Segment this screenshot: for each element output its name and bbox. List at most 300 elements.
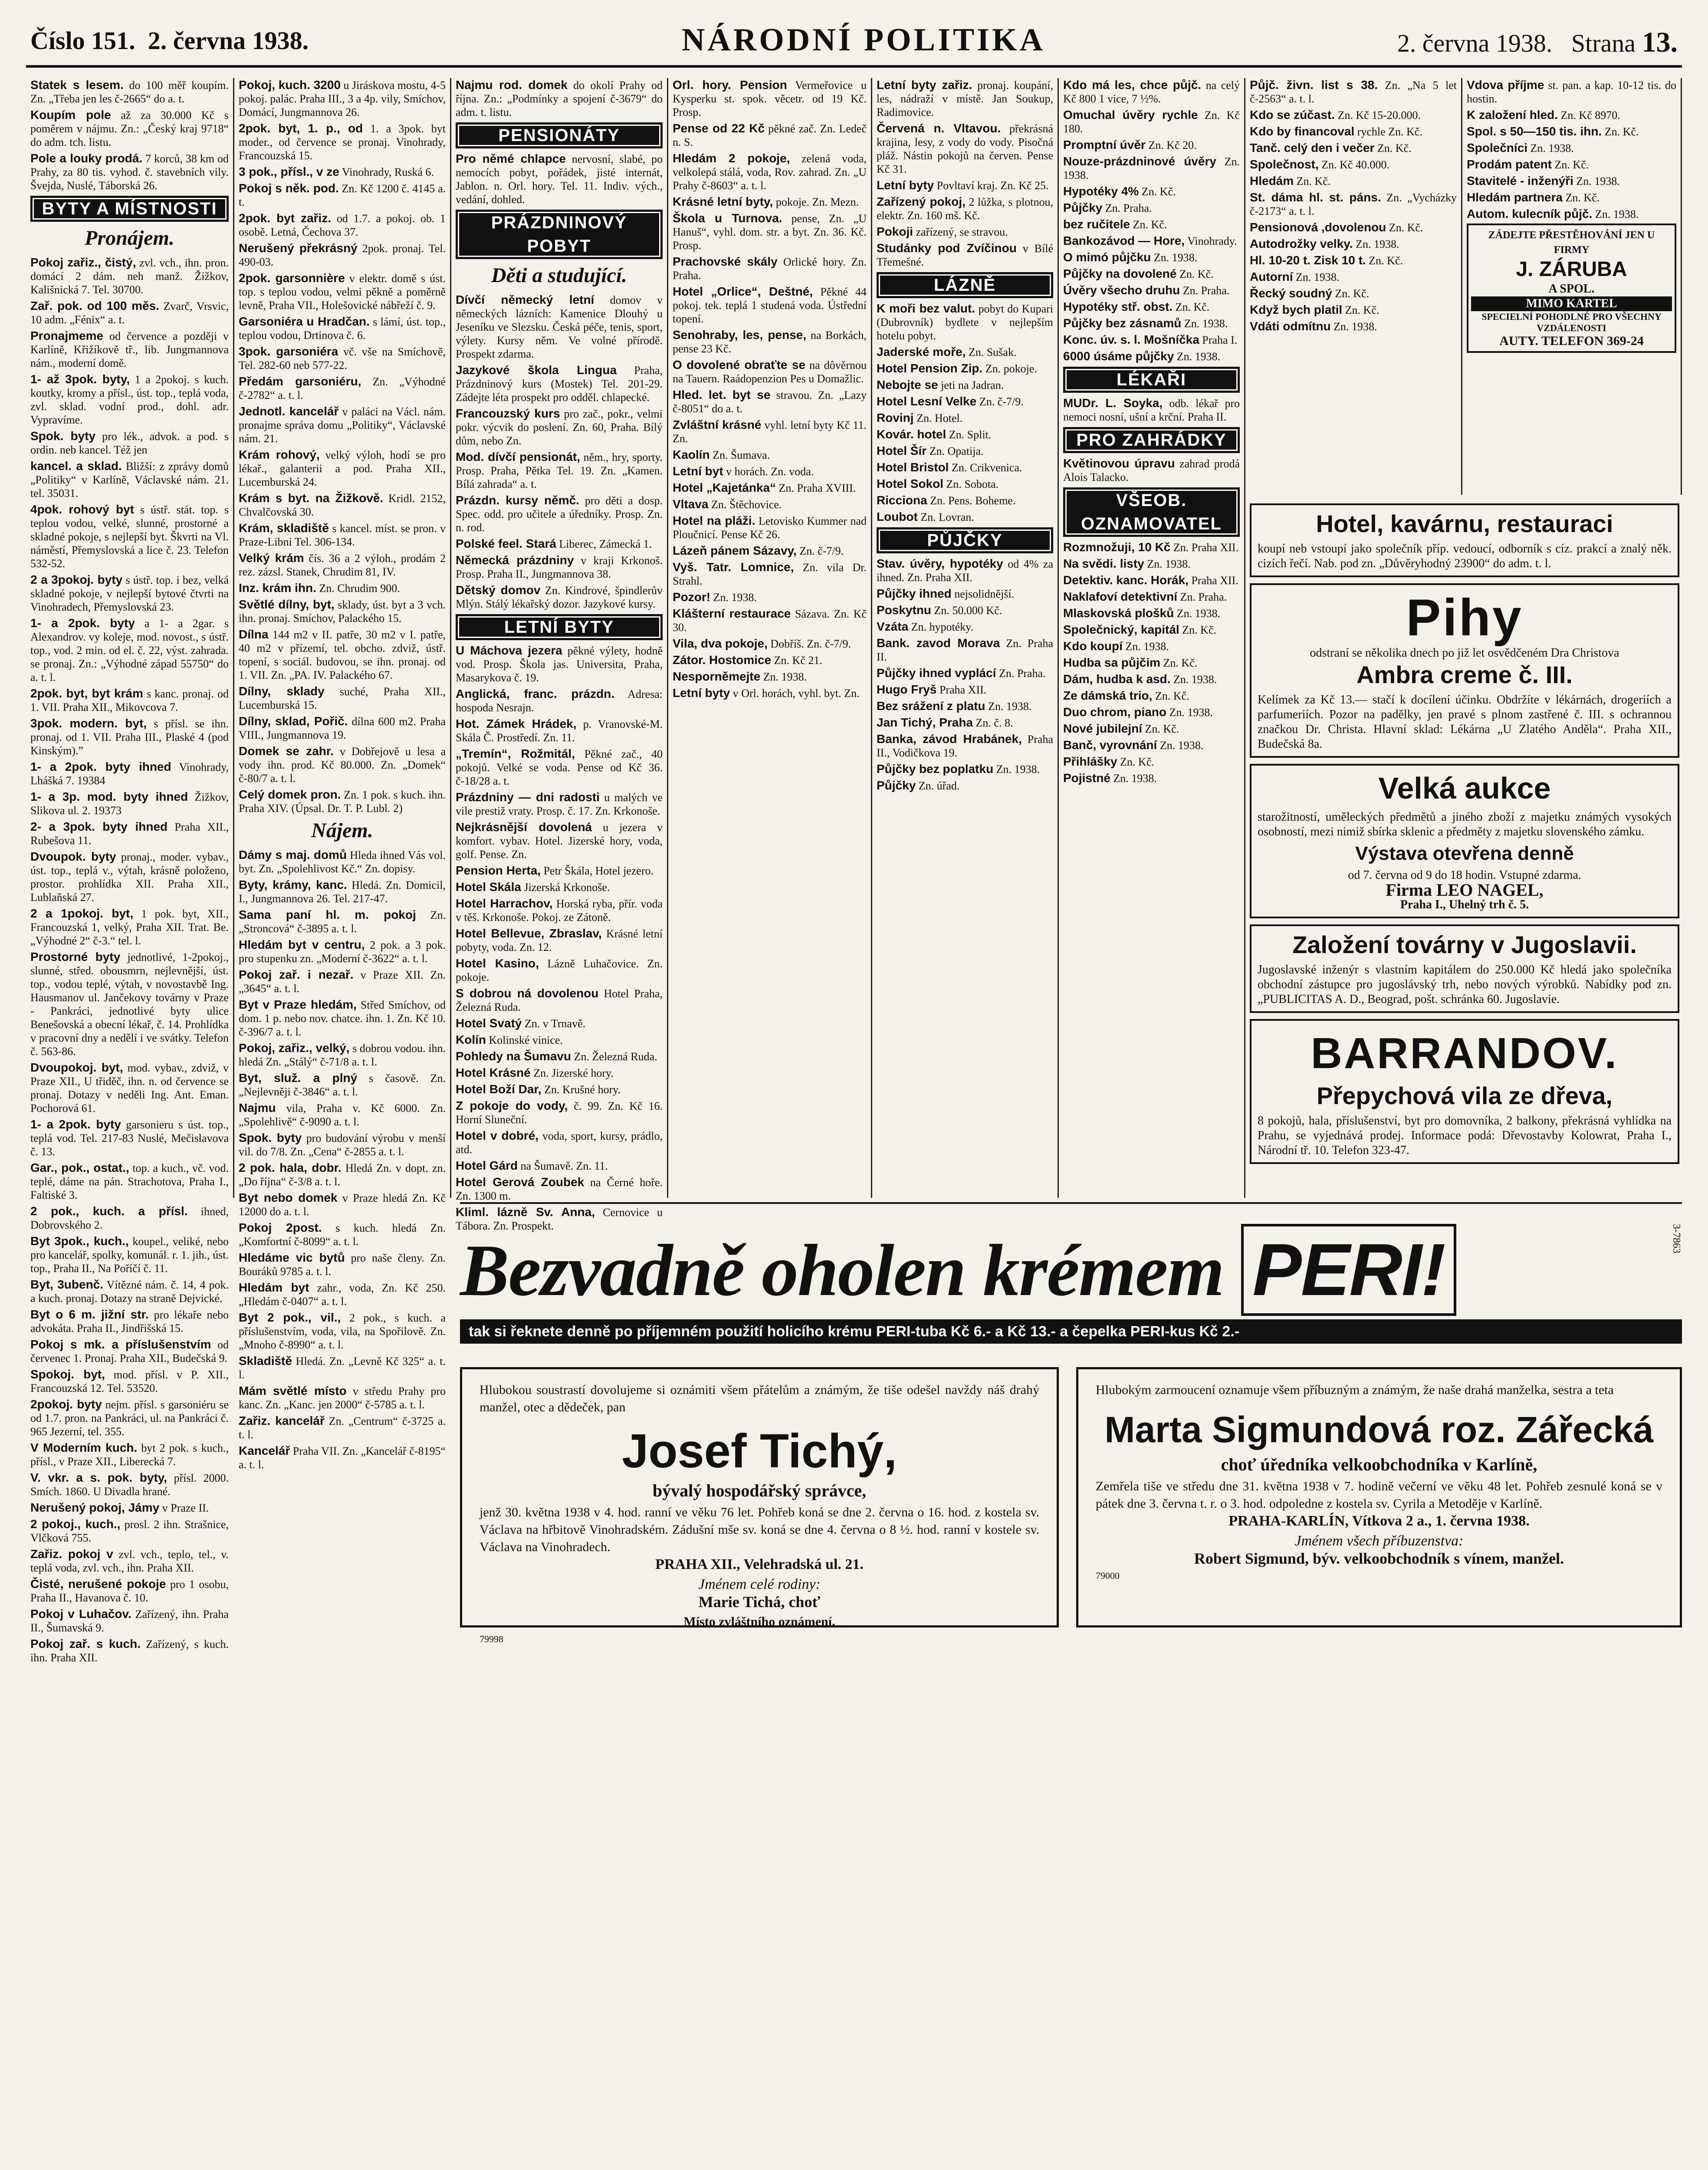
ad-text: Zn. v Trnavě. [525,1017,586,1030]
ad-heading: Letní byty [673,686,730,700]
section-deti: Děti a studující. [491,264,627,287]
ad-text: Zn. 1938. [1334,320,1377,333]
ad-heading: Byt nebo domek [239,1191,338,1204]
ad-heading: Rovinj [877,411,914,424]
ad-heading: Z pokoje do vody, [456,1099,568,1112]
ad-heading: Krám, skladiště [239,521,329,535]
classified-ad [30,1161,229,1202]
classified-ad [456,790,663,818]
classified-ad [239,628,446,682]
obit2-text: Zemřela tiše ve středu dne 31. května 1938 v 7. hodině večerní ve věku 48 let. Pohřeb zesnulé koná se v pátek dne 3. června t. r. o 3. hod. odpoledne z kostela sv. Cyrila a Metoděje v Karlíně. [1096,1479,1662,1511]
ad-heading: Mod. dívčí pensionát, [456,450,580,464]
col6-ads-3 [1063,457,1240,484]
classified-ad [239,521,446,549]
masthead [26,22,1682,65]
ad-text: Zn. Praha XVIII. [778,482,856,494]
ad-text: Zn. Lovran. [920,511,974,523]
ad-text: jeti na Jadran. [941,379,1004,391]
ad-text: Zvarč, Vrsvic, 10 adm. „Fénix“ a. t. [30,300,229,326]
col7-ads [1250,78,1457,333]
ad-heading: Mlaskovská plošků [1063,606,1174,620]
classified-ad [877,557,1053,584]
classified-ad [877,762,1053,776]
classified-ad [239,404,446,445]
ad-heading: Hotel Bellevue, Zbraslav, [456,927,602,940]
aukce-addr: Praha I., Uhelný trh č. 5. [1400,898,1529,911]
aukce-title: Velká aukce [1378,771,1551,805]
classified-ad [30,151,229,192]
classified-ad [877,122,1053,176]
classified-ad [1063,755,1240,769]
ad-text: vč. vše na Smíchově, Tel. 282-60 neb 577-22. [239,345,446,372]
ad-heading: Spok. byty [30,429,96,443]
ad-heading: Půjčky ihned vyplácí [877,666,996,680]
ad-text: Zn. 50.000 Kč. [934,604,1002,617]
ad-heading: Zvláštní krásné [673,418,762,431]
ad-heading: Duo chrom, piano [1063,705,1166,719]
ad-heading: Kaolín [673,448,710,461]
hotel-ad [1250,503,1679,577]
ad-heading: Konc. úv. s. l. Mošníčka [1063,333,1199,346]
classified-ad [239,1131,446,1158]
classified-ad [239,211,446,239]
classified-ad [30,1118,229,1158]
ad-text: Zn. Sušak. [968,346,1017,358]
ad-text: do okolí Prahy od října. Zn.: „Podmínky a spojení č-3679“ do adm. t. listu. [456,79,663,118]
ad-heading: Kdo se zúčast. [1250,108,1335,122]
ad-heading: Skladiště [239,1354,292,1368]
ad-text: Zn. vila Dr. Strahl. [673,561,867,587]
ad-text: Zn. Kč. [1182,624,1216,636]
obit1-intro: Hlubokou soustrastí dovolujeme si oznámiti všem přátelům a známým, že tiše odešel navždy náš drahý manžel, otec a dědeček, pan [480,1383,1039,1414]
classified-ad [1063,316,1240,330]
classified-ad [30,1397,229,1438]
ad-text: Zn. Hotel. [916,412,963,424]
ad-text: Zn. Kč. [1335,287,1370,300]
obit1-name: Josef Tichý, [622,1424,897,1478]
ad-heading: Půjčky [877,779,916,792]
ad-text: s kanc. pronaj. od 1. VII. Praha XII., Mikovcova 7. [30,687,229,713]
ad-heading: Hotel Harrachov, [456,897,553,910]
classified-ad [877,636,1053,664]
classified-ad [1063,606,1240,620]
ad-text: Vítězné nám. č. 14, 4 pok. a kuch. pronaj. Dotazy na straně Dejvické. [30,1279,229,1305]
classified-ad [239,241,446,269]
tovarny-title: Založení továrny v Jugoslavii. [1292,931,1637,958]
ad-heading: Půjčky na dovolené [1063,267,1177,280]
ad-text: pro lék., advok. a pod. s ordin. neb kancel. Též jen [30,430,229,456]
ad-heading: Čisté, nerušené pokoje [30,1577,166,1591]
ad-heading: Autom. kulecník půjč. [1467,207,1593,220]
classified-ad [1063,457,1240,484]
ad-text: na Šumavě. Zn. 11. [520,1160,608,1172]
ad-text: 1. a 3pok. byt moder., od července se pronaj. Vinohrady, Francouzská 15. [239,122,446,162]
classified-ad [673,464,867,478]
ad-text: Zn. „Na 5 let č-2563“ a. t. l. [1250,79,1457,105]
ad-text: Dobříš. Zn. č-7/9. [770,638,851,650]
ad-heading: 2- a 3pok. byty ihned [30,820,168,833]
ad-heading: Půjčky [1063,201,1103,214]
ad-heading: Bank. zavod Morava [877,636,1000,650]
zaruba-mimo: MIMO KARTEL [1471,296,1672,311]
ad-heading: Letní byty [877,178,934,192]
classified-ad [1063,267,1240,281]
ad-heading: Krám s byt. na Žižkově. [239,491,384,505]
ad-text: v horách. Zn. voda. [726,465,814,478]
ad-text: pense, Zn. „U Hanuš“, vyhl. dom. str. a byt. Zn. 36. Kč. Prosp. [673,212,867,252]
classified-ad [1063,283,1240,297]
classified-ad [877,178,1053,192]
ad-heading: Škola u Turnova. [673,211,782,225]
ad-heading: Zařiz. pokoj v [30,1547,113,1561]
classified-ad [239,1444,446,1471]
classified-ad [1063,78,1240,105]
ad-heading: Dvoupokoj. byt, [30,1061,123,1074]
ad-heading: Hotel Krásné [456,1066,531,1079]
ad-text: s ústř. top. i bez, velká skladné pokoje, v nejlepší bytové čtvrti na Vinohradech, Přemyslovská 23. [30,574,229,613]
ad-text: čís. 36 a 2 výloh., prodám 2 rez. zázsl. Stanek, Chrudim 81, IV. [239,552,446,578]
ad-text: od 4% za ihned. Zn. Praha XII. [877,558,1053,584]
ad-text: Zn. 1 pok. s kuch. ihn. Praha XIV. (Úpsal. Dr. T. P. Lubl. 2) [239,789,446,815]
classified-ad [456,450,663,491]
ad-text: Zn. Praha. [1180,591,1227,603]
ad-heading: Spol. s 50—150 tis. ihn. [1467,125,1602,138]
classified-ad [673,195,867,209]
ad-heading: Zátor. Hostomice [673,653,772,667]
ad-heading: Letní byt [673,464,723,478]
ad-text: Zn. 1938. [1595,208,1639,220]
ad-text: Zn. 1938. [1176,350,1221,363]
classified-ad [239,1071,446,1098]
ad-text: Zn. Kč. [1389,221,1423,234]
ad-heading: „Tremín“, Rožmitál, [456,747,575,760]
ad-text: Zn. Kč. [1120,756,1154,768]
ad-text: s lámí, úst. top., teplou vodou, Drtinova č. 6. [239,316,446,342]
classified-ad [877,587,1053,601]
ad-text: v paláci na Václ. nám. pronajme správa domu „Politiky“, Václavské nám. 21. [239,405,446,445]
classified-ad [1250,319,1457,333]
ad-text: vila, Praha v. Kč 6000. Zn. „Spolehlivě“ č-9090 a. t. l. [239,1102,446,1128]
classified-ad [877,683,1053,697]
classified-ad [30,760,229,787]
ad-text: pěkné zač. Zn. Ledeč n. S. [673,122,867,148]
classified-ad [456,1099,663,1126]
ad-heading: Hotel Kasino, [456,957,539,970]
ad-heading: Hotel Gerová Zoubek [456,1175,585,1189]
ad-text: rychle Zn. Kč. [1357,125,1422,138]
classified-ad [239,714,446,742]
ad-text: Hledá. Zn. „Levně Kč 325“ a. t. l. [239,1355,446,1381]
col2-top-ads [239,78,446,815]
classified-ad [456,1175,663,1203]
page-number: 13. [1642,26,1678,58]
classified-ad [673,514,867,541]
ad-heading: S dobrou ná dovolenou [456,986,599,1000]
ad-heading: 3pok. modern. byt, [30,717,147,730]
ad-heading: Pokoj, zařiz., velký, [239,1041,350,1055]
ad-heading: Pension Herta, [456,864,541,877]
section-pujcky: PŮJČKY [877,527,1053,553]
ad-heading: Pokoj s něk. pod. [239,181,339,195]
classified-ad [30,78,229,105]
ad-heading: Vdáti odmítnu [1250,319,1331,333]
ad-text: pěkné výlety, hodně vod. Prosp. Škola jas. Universita, Praha, Masarykova č. 19. [456,644,663,684]
ad-heading: 3 pok., přísl., v ze [239,165,339,178]
ad-heading: 2pok. byt, 1. p., od [239,122,363,135]
section-pro-zahradky: PRO ZAHRÁDKY [1063,427,1240,453]
classified-ad [673,560,867,588]
right-boxed-ads [1250,503,1679,1198]
ad-heading: Dílna [239,628,269,641]
ad-text: v Praze hledá Zn. Kč 12000 do a. t. l. [239,1192,446,1218]
ad-heading: Byt 3pok., kuch., [30,1234,129,1248]
classified-ad [456,293,663,361]
classified-ad [239,848,446,875]
ad-heading: Omuchal úvěry rychle [1063,108,1198,122]
ad-text: Pěkné 44 pokoj. tek. teplá 1 studená voda. Ústřední topení. [673,286,867,325]
ad-text: zahrad prodá Alois Talacko. [1063,457,1240,483]
classified-ad [1063,108,1240,135]
ad-heading: Hotel Lesní Velke [877,395,977,408]
ad-text: na Borkách, pense 23 Kč. [673,329,867,355]
classified-ad [1063,771,1240,785]
ad-text: Zn. „Centrum“ č-3725 a. t. l. [239,1415,446,1441]
ad-heading: Lázeň pánem Sázavy, [673,544,797,557]
ad-text: suché, Praha XII., Lucemburská 15. [239,685,446,711]
ad-heading: Stav. úvěry, hypotéky [877,557,1003,570]
ad-heading: Hugo Fryš [877,683,937,696]
ad-text: Letovisko Kummer nad Ploučnicí. Pense Kč 26. [673,515,867,541]
ad-heading: MUDr. L. Soyka, [1063,396,1163,410]
obit1-addr: PRAHA XII., Velehradská ul. 21. [655,1556,864,1572]
classified-ad [1250,303,1457,317]
ad-text: Kridl. 2152, Chvalčovská 30. [239,492,446,518]
classified-ad [1063,250,1240,264]
classified-ad [1063,590,1240,604]
ad-text: Zn. Kč. [1175,301,1210,313]
ad-heading: O dovolené obraťte se [673,358,806,372]
ad-heading: Vltava [673,497,709,511]
ad-heading: Vila, dva pokoje, [673,637,768,650]
classified-ad [239,1384,446,1411]
classified-ad [877,493,1053,507]
classified-ad [877,345,1053,359]
ad-text: Zn. 1938. [988,700,1032,713]
classified-ad [1250,220,1457,234]
ad-heading: 2pok. garsonnière [239,271,345,285]
classified-ad [1063,557,1240,571]
ad-heading: Celý domek pron. [239,788,341,801]
classified-ad [30,1278,229,1305]
ad-text: Zn. Praha. [1105,202,1152,214]
ad-heading: Hotel Šír [877,444,927,457]
ad-heading: Anglická, franc. prázdn. [456,687,614,700]
ad-heading: K moři bez valut. [877,302,976,315]
ad-text: v elektr. domě s úst. top. s teplou vodou, velmi pěkně a poměrně levně, Praha VII., Holešovické nábřeží č. 9. [239,272,446,312]
ad-heading: Vdova příjme [1467,78,1544,92]
ad-heading: Kolín [456,1033,486,1046]
ad-heading: Hotel Boží Dar, [456,1082,542,1096]
ad-heading: Nerušený pokoj, Jámy [30,1501,160,1514]
ad-text: od 1.7. a pokoj. ob. 1 osobě. Letná, Čechova 37. [239,212,446,238]
classified-ad [1063,722,1240,736]
classified-ad [30,717,229,757]
ad-heading: Hledám byt v centru, [239,938,365,951]
classified-ad [456,820,663,861]
ad-text: Zn. Šumava. [713,449,770,461]
classified-ad [877,411,1053,425]
classified-ad [239,938,446,965]
ad-text: do 100 měř koupím. Zn. „Třeba jen les č-2665“ do a. t. [30,79,229,105]
ad-heading: Jednotl. kancelář [239,404,339,418]
classified-ad [1467,207,1676,221]
ad-text: Zn. 1938. [1184,317,1228,330]
ad-heading: Červená n. Vltavou. [877,122,1001,135]
classified-ad [673,637,867,651]
ad-text: Střed Smíchov, od dom. 1 p. nebo nov. chatce. ihn. 1. Zn. Kč 10. č-396/7 a. t. l. [239,999,446,1038]
ad-text: v Orl. horách, vyhl. byt. Zn. [732,687,860,700]
column-5 [872,78,1059,1198]
col3-top-ads [456,78,663,119]
ad-heading: 2pok. byt, byt krám [30,687,143,700]
ad-text: s přísl. se ihn. pronaj. od 1. VII. Praha III., Plaské 4 (pod Kinským).” [30,717,229,757]
ad-text: Zn. 1938. [1147,558,1191,570]
classified-ad [1467,108,1676,122]
ad-heading: Loubot [877,510,918,523]
pihy-sub: odstraní se několika dnech po již let osvědčeném Dra Christova [1310,646,1619,660]
section-byty-mistnosti: BYTY A MÍSTNOSTI [30,196,229,222]
classified-ad [30,1547,229,1575]
ad-text: Zn. Kč 21. [774,654,822,667]
classified-ad [239,122,446,162]
ad-text: pokoje. Zn. Mezn. [775,196,859,208]
ad-text: Hledá Zn. v dopt. zn. „Do října“ č-3/8 a. t. l. [239,1162,446,1188]
classified-ad [877,510,1053,524]
ad-heading: Půjčky ihned [877,587,952,600]
ad-heading: Hypotéky stř. obst. [1063,300,1173,313]
classified-ad [239,491,446,519]
ad-heading: Společnost, [1250,158,1319,171]
ad-text: nejm. přísl. s garsoniéru se od 1.7. pron. na Pankráci, ul. na Pankráci č. 965 Jezerní, tel. 355. [30,1398,229,1438]
classified-ad [239,78,446,119]
peri-strip: tak si řeknete denně po příjemném použití holicího krému PERI-tuba Kč 6.- a Kč 13.- a čepelka PERI-kus Kč 2.- [460,1319,1682,1344]
ad-heading: 2 a 3pokoj. byty [30,573,123,586]
classified-ad [877,732,1053,760]
ad-text: Zn. úřad. [918,779,960,792]
ad-text: Cernovice u Tábora. Zn. Prospekt. [456,1206,663,1232]
classified-ad [239,788,446,815]
pihy-text: Kelímek za Kč 13.— stačí k docílení účinku. Obdržíte v lékárnách, drogeriích a parfumeriích. Pozor na padělky, jen pravé s plnom zastřené č. III. s ochrannou značkou Dr. Christa. Hlavní sklad: Lékárna „U Zlatého Anděla“. Praha XII., Budečská 8a. [1258,693,1672,751]
ad-heading: Letní byty zařiz. [877,78,972,92]
classified-ad [239,375,446,402]
classified-ad [456,1049,663,1063]
ad-text: Zn. Kč. [1565,191,1600,204]
ad-text: Zn. 1938. [996,763,1040,776]
col6-ads-4 [1063,540,1240,785]
classified-ad [877,241,1053,269]
classified-ad [239,1191,446,1218]
classified-ad [673,607,867,634]
zaruba-text: SPECIELNÍ POHODLNÉ PRO VŠECHNY VZDÁLENOSTI [1481,311,1662,333]
classified-ad [30,1577,229,1604]
classified-ad [1063,672,1240,686]
ad-heading: Hotel „Orlice“, Deštné, [673,285,813,298]
ad-heading: Krásné letní byty, [673,195,773,208]
ad-text: Orlické hory. Zn. Praha. [673,256,867,282]
classified-ad [30,616,229,684]
classified-ad [1250,253,1457,267]
ad-text: u jezera v komfort. vybav. Hotel. Jizerské hory, voda, golf. Pense. Zn. [456,821,663,861]
ad-heading: Tanč. celý den i večer [1250,141,1375,155]
ad-text: top. a kuch., vč. vod. teplé, dáme na pán. Strachotova, Praha I., Faltiské 3. [30,1162,229,1201]
obit1-title: bývalý hospodářský správce, [652,1481,867,1500]
section-najem: Nájem. [311,819,373,842]
ad-heading: Sama paní hl. m. pokoj [239,908,416,921]
ad-heading: Francouzský kurs [456,407,560,420]
classified-ad [673,78,867,119]
classified-ad [1250,270,1457,284]
classified-ad [877,477,1053,491]
ad-text: v kraji Krkonoš. Prosp. Praha II., Jungmannova 38. [456,554,663,580]
ad-heading: Byt v Praze hledám, [239,998,357,1011]
ad-text: Praha XII. [939,684,987,696]
classified-ad [877,779,1053,792]
classified-ad [239,345,446,372]
ad-heading: 1- a 3p. mod. byty ihned [30,790,188,803]
ad-text: Hleda ihned Vás vol. byt. Zn. „Spolehlivost Kč.“ Zn. dopisy. [239,849,446,875]
ad-text: Zn. Jizerské hory. [533,1067,614,1079]
ad-text: koupel., veliké, nebo pro kancelář, spolky, komunál. r. 1. jih., úst. top., Praha II., Na Poříčí č. 11. [30,1235,229,1275]
ad-text: Kolinské vinice. [489,1034,563,1046]
ad-heading: U Máchova jezera [456,644,562,657]
ad-heading: Kdo má les, chce půjč. [1063,78,1202,92]
ad-heading: Prachovské skály [673,255,778,268]
ad-heading: Na svědi. listy [1063,557,1144,570]
classified-ad [456,986,663,1014]
classified-ad [456,864,663,878]
ad-text: pro 1 osobu, Praha II., Havanova č. 10. [30,1578,229,1604]
classified-ad [1063,396,1240,424]
classified-ad [877,699,1053,713]
classified-ad [239,744,446,785]
ad-heading: Rozmnožuji, 10 Kč [1063,540,1171,554]
classified-ad [456,1129,663,1156]
classified-ad [1250,78,1457,105]
col1-top-ads [30,78,229,192]
hotel-text: koupí neb vstoupí jako společník příp. vedoucí, odborník s cíz. prakcí a znalý něk. cizích řečí. Nab. pod zn. „Důvěryhodný 23900“ do adm. t. l. [1258,542,1672,570]
ad-text: Zn. 1938. [1063,155,1240,181]
ad-heading: Kovár. hotel [877,427,946,441]
ad-text: Zn. Kč. [1145,723,1179,735]
classified-ad [30,1204,229,1232]
classified-ad [30,1637,229,1664]
ad-text: Zn. Praha. [999,667,1046,680]
classified-ad [239,878,446,905]
ad-text: Povltaví kraj. Zn. Kč 25. [936,179,1049,192]
ad-text: pronaj. koupání, les, nádraží v místě. Jan Soukup, Radimovice. [877,79,1054,118]
ad-heading: Hudba sa půjčim [1063,656,1161,669]
ad-text: Zn. Praha II. [877,637,1054,663]
classified-ad [673,151,867,192]
ad-heading: Pense od 22 Kč [673,122,765,135]
classified-ad [239,1354,446,1381]
obit2-name: Marta Sigmundová roz. Zářecká [1104,1409,1654,1450]
classified-ad [456,1159,663,1173]
ad-text: st. pan. a kap. 10-12 tis. do hostin. [1467,79,1677,105]
classified-ad [239,1161,446,1188]
ad-text: na celý Kč 800 1 vice, 7 ½%. [1063,79,1240,105]
ad-heading: Nouze-prázdninové úvěry [1063,155,1216,168]
